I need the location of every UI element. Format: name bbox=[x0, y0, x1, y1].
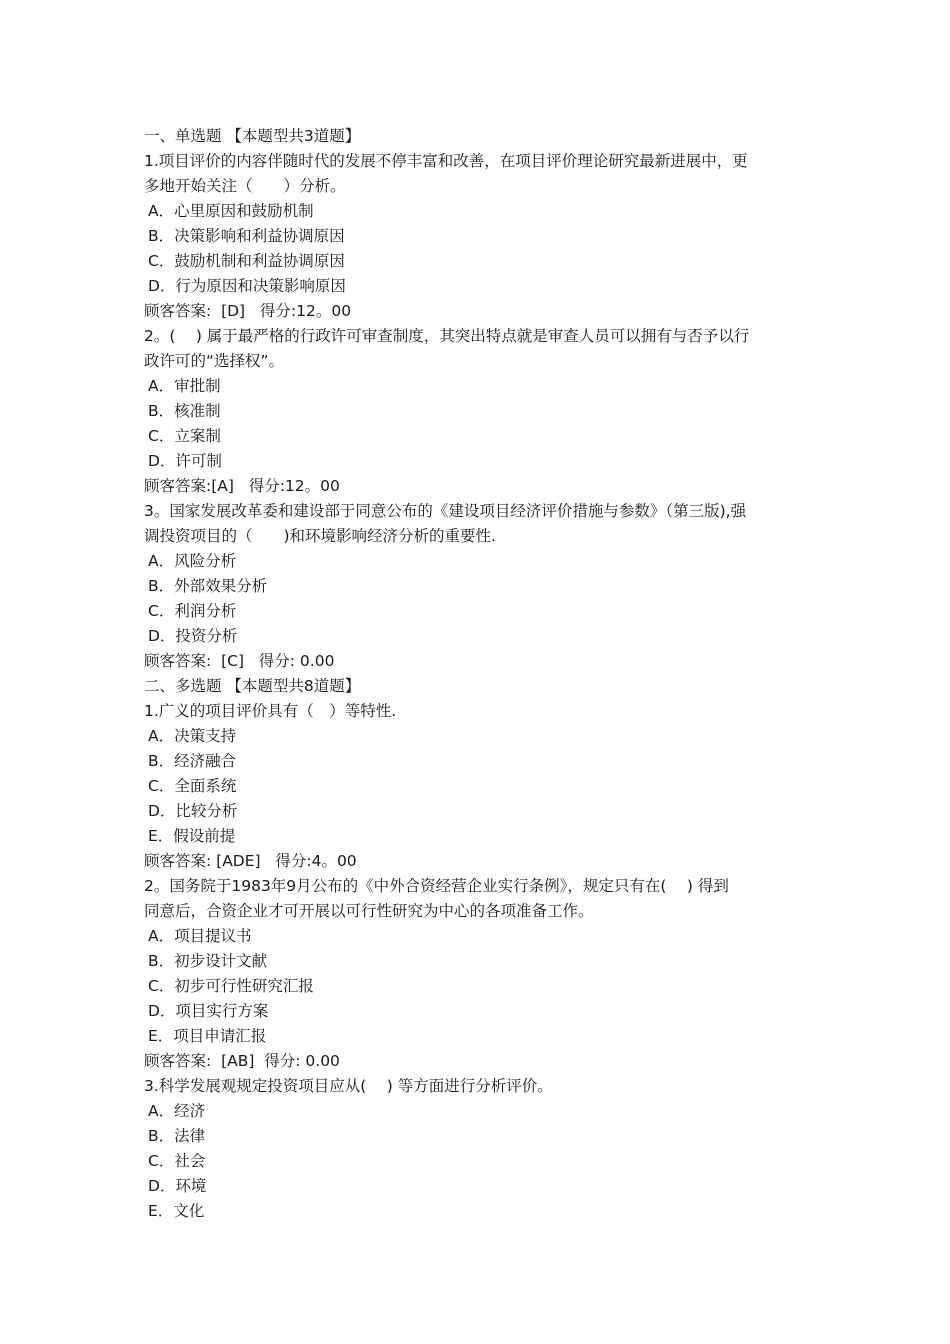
option-a: A．风险分析 bbox=[148, 552, 237, 570]
option-d: D．投资分析 bbox=[148, 627, 238, 645]
option-e: E．文化 bbox=[148, 1202, 205, 1220]
option-c: C．全面系统 bbox=[148, 777, 237, 795]
option-a: A．经济 bbox=[148, 1102, 206, 1120]
option-d: D．许可制 bbox=[148, 452, 222, 470]
answer-text: 顾客答案:[A] 得分:12。00 bbox=[144, 477, 340, 495]
option-c: C．鼓励机制和利益协调原因 bbox=[148, 252, 345, 270]
option-a: A．决策支持 bbox=[148, 727, 237, 745]
option-a: A．审批制 bbox=[148, 377, 221, 395]
option-e: E．假设前提 bbox=[148, 827, 236, 845]
option-b: B．经济融合 bbox=[148, 752, 237, 770]
question-text: 3.科学发展观规定投资项目应从( ) 等方面进行分析评价。 bbox=[144, 1077, 553, 1095]
question-text: 2。( ) 属于最严格的行政许可审查制度，其突出特点就是审查人员可以拥有与否予以行 bbox=[144, 327, 750, 345]
option-e: E．项目申请汇报 bbox=[148, 1027, 267, 1045]
question-text: 1.项目评价的内容伴随时代的发展不停丰富和改善，在项目评价理论研究最新进展中，更 bbox=[144, 152, 748, 170]
answer-text: 顾客答案: [AB] 得分: 0.00 bbox=[144, 1052, 340, 1070]
option-c: C．利润分析 bbox=[148, 602, 237, 620]
option-b: B．法律 bbox=[148, 1127, 206, 1145]
question-text: 3。国家发展改革委和建设部于同意公布的《建设项目经济评价措施与参数》（第三版),强 bbox=[144, 502, 747, 520]
answer-score bbox=[144, 649, 814, 674]
option-c: C．立案制 bbox=[148, 427, 221, 445]
document-page bbox=[144, 124, 814, 1224]
option-c: C．初步可行性研究汇报 bbox=[148, 977, 314, 995]
option-d: D．项目实行方案 bbox=[148, 1002, 269, 1020]
section-heading-single-choice: 一、单选题 【本题型共3道题】 bbox=[144, 127, 361, 145]
answer-text: 顾客答案: [C] 得分: 0.00 bbox=[144, 652, 335, 670]
question-text: 多地开始关注（ ）分析。 bbox=[144, 177, 346, 195]
question-text: 1.广义的项目评价具有（ ）等特性. bbox=[144, 702, 397, 720]
answer-text: 顾客答案: [ADE] 得分:4。00 bbox=[144, 852, 357, 870]
question-text: 同意后，合资企业才可开展以可行性研究为中心的各项准备工作。 bbox=[144, 902, 594, 920]
answer-text: 顾客答案: [D] 得分:12。00 bbox=[144, 302, 352, 320]
answer-score bbox=[144, 1049, 814, 1074]
answer-score bbox=[144, 474, 814, 499]
section-heading-multiple-choice: 二、多选题 【本题型共8道题】 bbox=[144, 677, 361, 695]
answer-score bbox=[144, 849, 814, 874]
option-a: A．心里原因和鼓励机制 bbox=[148, 202, 314, 220]
question-text: 调投资项目的（ )和环境影响经济分析的重要性. bbox=[144, 527, 496, 545]
option-d: D．行为原因和决策影响原因 bbox=[148, 277, 346, 295]
option-b: B．决策影响和利益协调原因 bbox=[148, 227, 345, 245]
option-d: D．环境 bbox=[148, 1177, 207, 1195]
answer-score bbox=[144, 299, 814, 324]
option-b: B．初步设计文献 bbox=[148, 952, 268, 970]
question-text: 政许可的“选择权”。 bbox=[144, 352, 285, 370]
option-b: B．核准制 bbox=[148, 402, 221, 420]
option-b: B．外部效果分析 bbox=[148, 577, 268, 595]
option-d: D．比较分析 bbox=[148, 802, 238, 820]
question-text: 2。国务院于1983年9月公布的《中外合资经营企业实行条例》，规定只有在( ) 得到 bbox=[144, 877, 729, 895]
option-a: A．项目提议书 bbox=[148, 927, 252, 945]
option-c: C．社会 bbox=[148, 1152, 206, 1170]
